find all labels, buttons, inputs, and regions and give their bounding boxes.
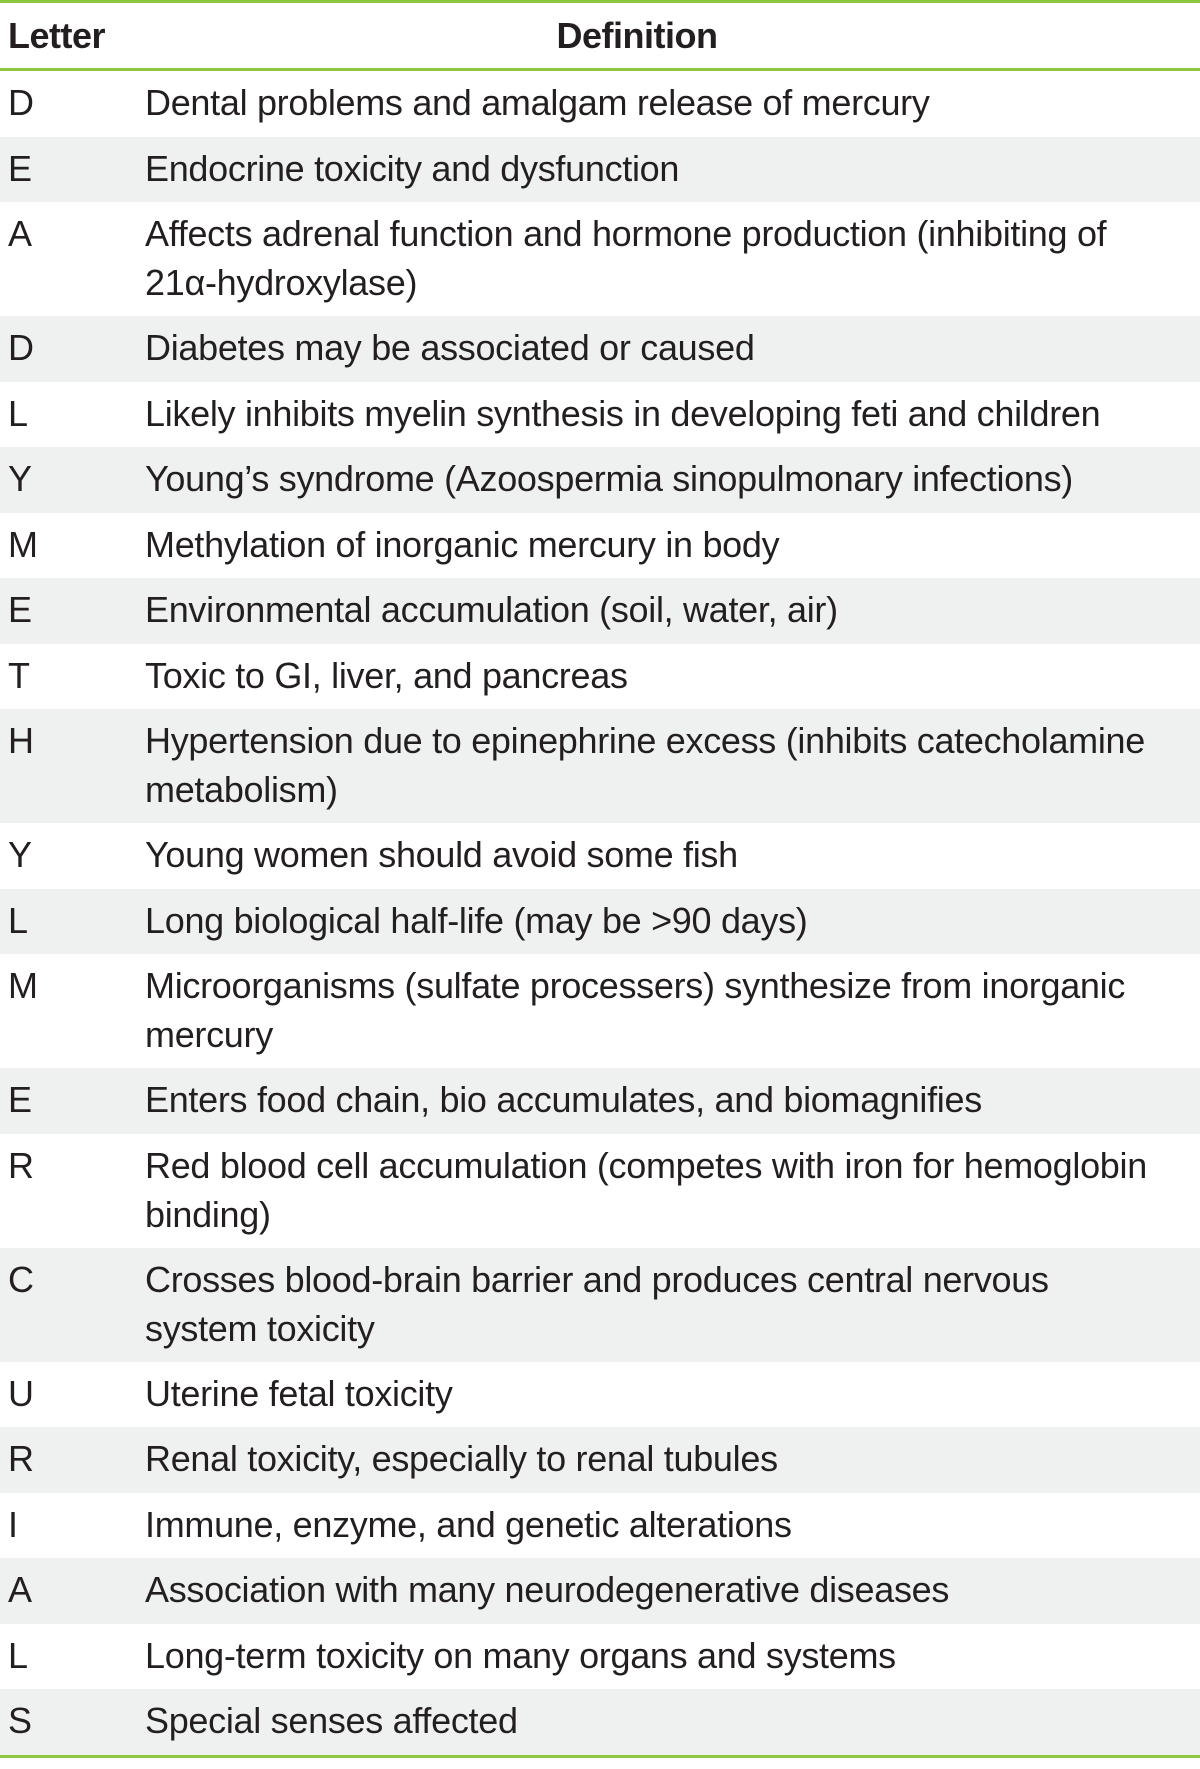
table-body [0,71,1200,1755]
row-definition: Uterine fetal toxicity [145,1372,453,1414]
row-definition: Microorganisms (sulfate processers) synthesize from inorganic mercury [145,965,1126,1055]
row-definition: Red blood cell accumulation (competes with iron for hemoglobin binding) [145,1144,1147,1235]
row-letter: E [8,147,32,189]
header-definition: Definition [556,14,718,56]
table-row [0,382,1200,448]
table-row [0,316,1200,382]
row-letter: D [8,82,34,123]
row-definition: Immune, enzyme, and genetic alterations [145,1503,792,1545]
row-letter: I [8,1503,18,1545]
row-definition: Endocrine toxicity and dysfunction [145,147,680,189]
table-row [0,644,1200,710]
row-definition: Long biological half-life (may be >90 days) [145,899,808,941]
row-letter: U [8,1372,34,1414]
row-definition: Affects adrenal function and hormone production (inhibiting of 21α-hydroxylase) [145,213,1107,303]
row-letter: Y [8,458,32,499]
row-letter: L [8,392,28,434]
table-row [0,1362,1200,1428]
row-letter: E [8,589,32,630]
table-row [0,823,1200,889]
row-letter: A [8,213,32,254]
row-definition: Methylation of inorganic mercury in body [145,523,780,565]
row-definition: Likely inhibits myelin synthesis in developing feti and children [145,392,1101,434]
table-row [0,1134,1200,1248]
row-letter: S [8,1700,32,1741]
table-row [0,709,1200,823]
row-letter: L [8,899,28,941]
row-letter: Y [8,834,32,875]
row-definition: Special senses affected [145,1700,518,1741]
table-row [0,1248,1200,1362]
row-definition: Toxic to GI, liver, and pancreas [145,654,628,696]
row-letter: M [8,965,38,1006]
table-row [0,1427,1200,1493]
row-letter: D [8,327,34,368]
table-row [0,1624,1200,1690]
table-row [0,578,1200,644]
row-definition: Young’s syndrome (Azoospermia sinopulmonary infections) [145,458,1073,499]
row-letter: H [8,720,34,761]
table-row [0,954,1200,1068]
row-definition: Environmental accumulation (soil, water, air) [145,589,838,630]
table-row [0,71,1200,137]
row-letter: C [8,1258,34,1300]
row-definition: Enters food chain, bio accumulates, and biomagnifies [145,1079,982,1120]
row-definition: Young women should avoid some fish [145,834,738,875]
table-row [0,513,1200,579]
row-letter: R [8,1144,34,1186]
table-row [0,1493,1200,1559]
table-row [0,202,1200,316]
table-row [0,137,1200,203]
row-definition: Association with many neurodegenerative diseases [145,1569,950,1610]
row-definition: Renal toxicity, especially to renal tubules [145,1438,778,1479]
row-definition: Diabetes may be associated or caused [145,327,755,368]
table-row [0,1068,1200,1134]
row-definition: Dental problems and amalgam release of mercury [145,82,930,123]
row-letter: T [8,654,30,696]
row-definition: Long-term toxicity on many organs and systems [145,1634,896,1676]
row-letter: A [8,1569,32,1610]
row-letter: E [8,1079,32,1120]
table-row [0,447,1200,513]
table-row [0,1689,1200,1755]
row-letter: R [8,1438,34,1479]
table-row [0,889,1200,955]
row-letter: L [8,1634,28,1676]
row-definition: Hypertension due to epinephrine excess (inhibits catecholamine metabolism) [145,720,1146,810]
table-bottom-rule [0,1755,1200,1758]
table-header [0,3,1200,71]
row-letter: M [8,523,38,565]
header-letter: Letter [8,14,106,56]
table-row [0,1558,1200,1624]
row-definition: Crosses blood-brain barrier and produces central nervous system toxicity [145,1258,1049,1349]
